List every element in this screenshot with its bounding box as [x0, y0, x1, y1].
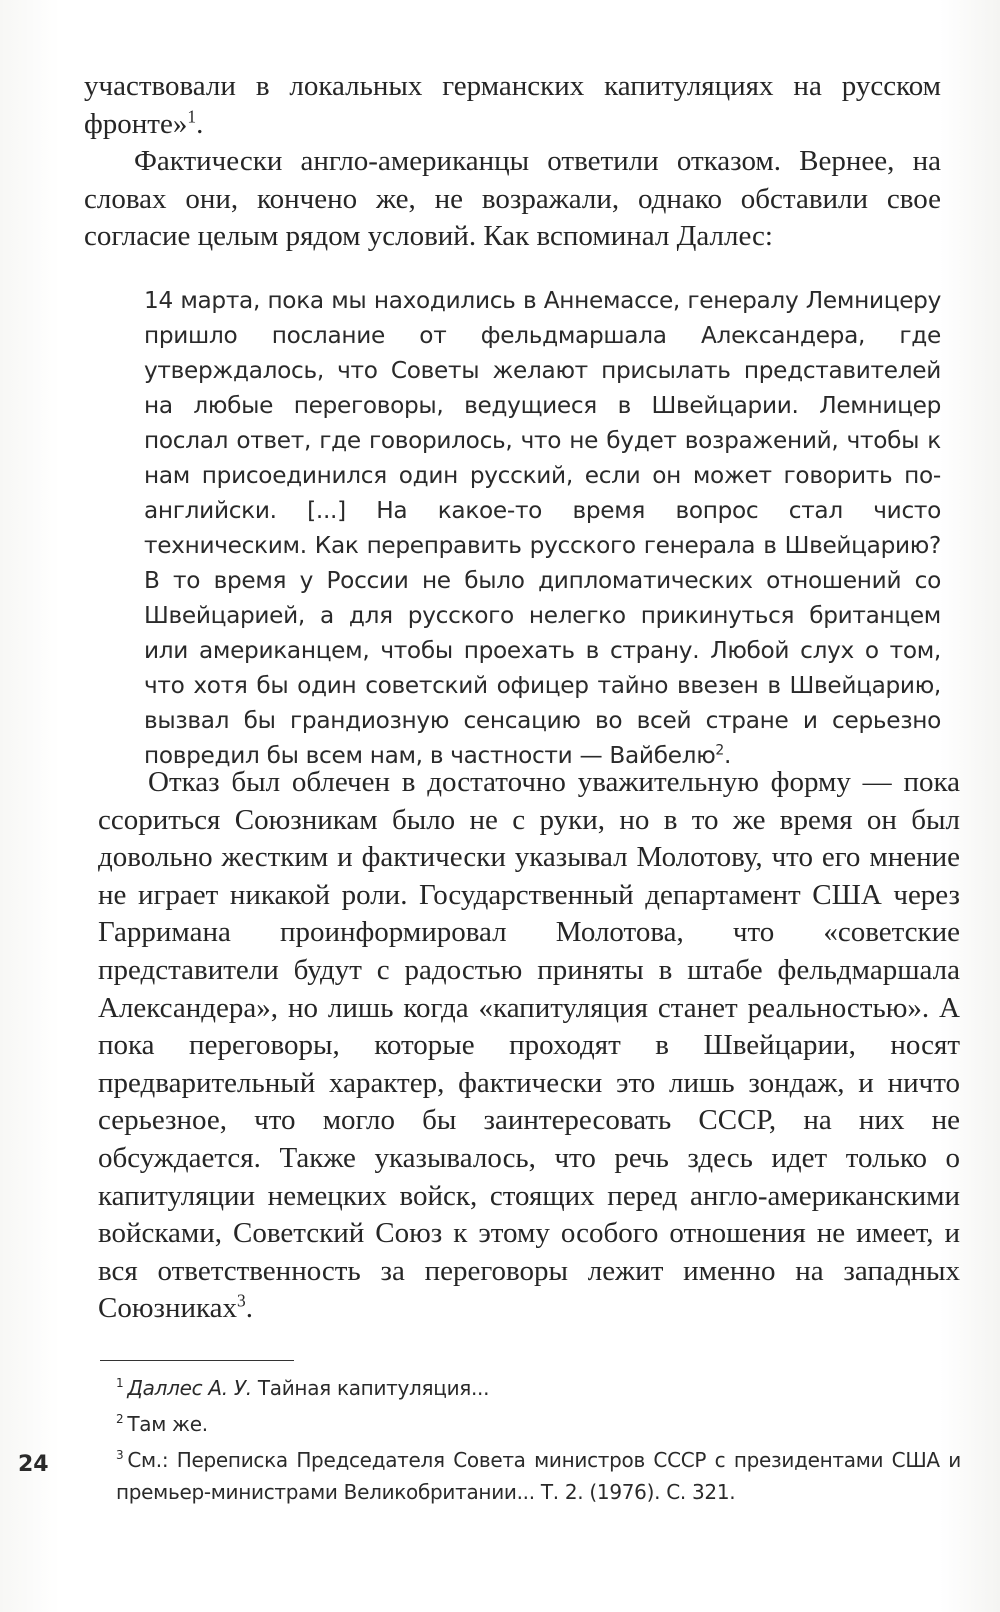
footnote-number: 1	[116, 1376, 124, 1391]
footnote-text: Там же.	[127, 1412, 208, 1436]
paragraph-end: .	[245, 1292, 253, 1325]
quote-text: 14 марта, пока мы находились в Аннемассе, генералу Лемницеру пришло послание от фельдмаршала Александера, где утверждалось, что Советы желают присылать представителей на любые переговоры, ведущиеся в Швейцарии. Лемницер послал ответ, где говорилось, что не будет возражений, чтобы к нам присоединился один русский, если он может говорить по-английски. [...] На какое-то время вопрос стал чисто техническим. Как переправить русского генерала в Швейцарию? В то время у России не было дипломатических отношений со Швейцарией, а для русского нелегко прикинуться британцем или американцем, чтобы проехать в страну. Любой слух о том, что хотя бы один советский офицер тайно ввезен в Швейцарию, вызвал бы грандиозную сенсацию во всей стране и серьезно повредил бы всем нам, в частности — Вайбелю	[144, 287, 941, 769]
paragraph-text: Отказ был облечен в достаточно уважительную форму — пока ссориться Союзникам было не с руки, но в то же время он был довольно жестким и фактически указывал Молотову, что его мнение не играет никакой роли. Государственный департамент США через Гарримана проинформировал Молотова, что «советские представители будут с радостью приняты в штабе фельдмаршала Александера», но лишь когда «капитуляция станет реальностью». А пока переговоры, которые проходят в Швейцарии, носят предварительный характер, фактически это лишь зондаж, и ничто серьезное, что могло бы заинтересовать СССР, на них не обсуждается. Также указывалось, что речь здесь идет только о капитуляции немецких войск, стоящих перед англо-американскими войсками, Советский Союз к этому особого отношения не имеет, и вся ответственность за переговоры лежит именно на западных Союзниках	[98, 766, 960, 1325]
paragraph-text: участвовали в локальных германских капитуляциях на русском фронте»	[84, 70, 941, 140]
footnote-ref-3[interactable]: 3	[237, 1290, 246, 1311]
footnote-text: Тайная капитуляция...	[257, 1376, 490, 1400]
body-text-top	[84, 68, 941, 256]
footnote-1	[116, 1372, 961, 1404]
paragraph-refusal	[98, 764, 960, 1328]
paragraph-end: .	[196, 107, 204, 140]
footnote-ref-2[interactable]: 2	[715, 742, 724, 759]
footnote-divider	[100, 1360, 294, 1361]
page-number: 24	[18, 1452, 49, 1477]
footnote-ref-1[interactable]: 1	[187, 105, 197, 126]
paragraph-continuation	[84, 68, 941, 143]
quote-end: .	[723, 742, 732, 769]
footnotes	[116, 1372, 961, 1512]
footnote-number: 2	[116, 1412, 124, 1427]
quote-text-wrapper	[144, 283, 941, 773]
footnote-3	[116, 1444, 961, 1508]
footnote-author: Даллес А. У.	[127, 1376, 252, 1400]
footnote-number: 3	[116, 1448, 124, 1463]
paragraph-intro-quote: Фактически англо-американцы ответили отказом. Вернее, на словах они, кончено же, не возражали, однако обставили свое согласие целым рядом условий. Как вспоминал Даллес:	[84, 145, 941, 253]
footnote-text: См.: Переписка Председателя Совета министров СССР с президентами США и премьер-министрами Великобритании... Т. 2. (1976). С. 321.	[116, 1448, 961, 1504]
body-text-main	[98, 764, 960, 1328]
footnote-2	[116, 1408, 961, 1440]
block-quote	[144, 283, 941, 773]
